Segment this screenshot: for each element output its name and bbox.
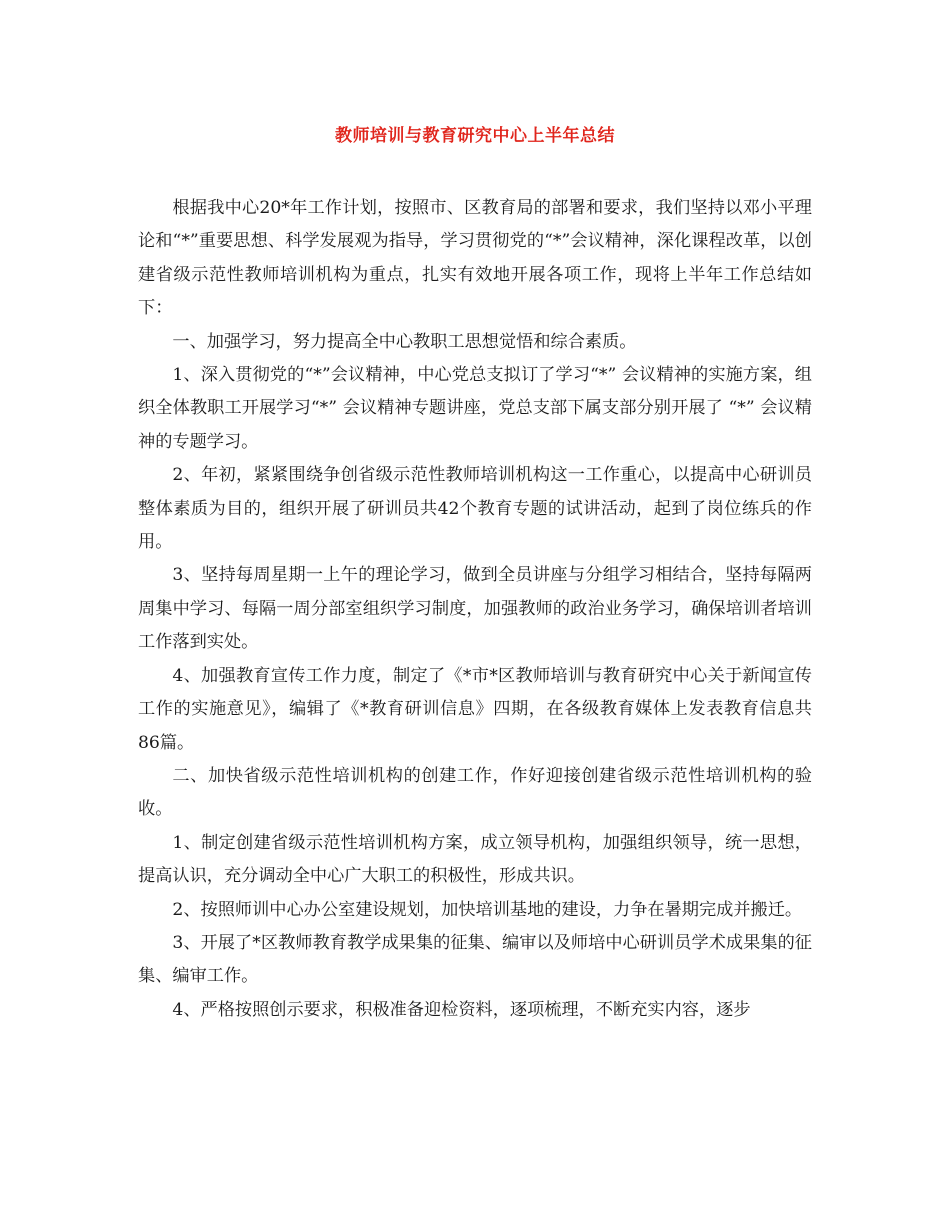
paragraph-1-2: 2、年初，紧紧围绕争创省级示范性教师培训机构这一工作重心，以提高中心研训员整体素质为目的，组织开展了研训员共42个教育专题的试讲活动，起到了岗位练兵的作用。 (138, 465, 812, 553)
section-heading-2: 二、加快省级示范性培训机构的创建工作，作好迎接创建省级示范性培训机构的验收。 (138, 765, 812, 820)
paragraph-2-1: 1、制定创建省级示范性培训机构方案，成立领导机构，加强组织领导，统一思想，提高认识，充分调动全中心广大职工的积极性，形成共识。 (138, 832, 812, 887)
paragraph-2-3: 3、开展了*区教师教育教学成果集的征集、编审以及师培中心研训员学术成果集的征集、编审工作。 (138, 932, 812, 987)
paragraph-1-1: 1、深入贯彻党的“*”会议精神，中心党总支拟订了学习“*” 会议精神的实施方案，组织全体教职工开展学习“*” 会议精神专题讲座，党总支部下属支部分别开展了 “*” 会议精神的专题学习。 (138, 365, 812, 452)
section-heading-1: 一、加强学习，努力提高全中心教职工思想觉悟和综合素质。 (172, 331, 637, 352)
document-title: 教师培训与教育研究中心上半年总结 (335, 126, 615, 146)
document-body (138, 192, 812, 1027)
paragraph-2-2: 2、按照师训中心办公室建设规划，加快培训基地的建设，力争在暑期完成并搬迁。 (172, 899, 803, 920)
paragraph-1-3: 3、坚持每周星期一上午的理论学习，做到全员讲座与分组学习相结合，坚持每隔两周集中学习、每隔一周分部室组织学习制度，加强教师的政治业务学习，确保培训者培训工作落到实处。 (138, 565, 812, 653)
paragraph-intro: 根据我中心20*年工作计划，按照市、区教育局的部署和要求，我们坚持以邓小平理论和“*”重要思想、科学发展观为指导，学习贯彻党的“*”会议精神，深化课程改革，以创建省级示范性教师培训机构为重点，扎实有效地开展各项工作，现将上半年工作总结如下： (138, 198, 812, 319)
paragraph-2-4: 4、严格按照创示要求，积极准备迎检资料，逐项梳理，不断充实内容，逐步 (172, 999, 751, 1020)
paragraph-1-4: 4、加强教育宣传工作力度，制定了《*市*区教师培训与教育研究中心关于新闻宣传工作的实施意见》，编辑了《*教育研训信息》四期，在各级教育媒体上发表教育信息共86篇。 (138, 665, 812, 753)
